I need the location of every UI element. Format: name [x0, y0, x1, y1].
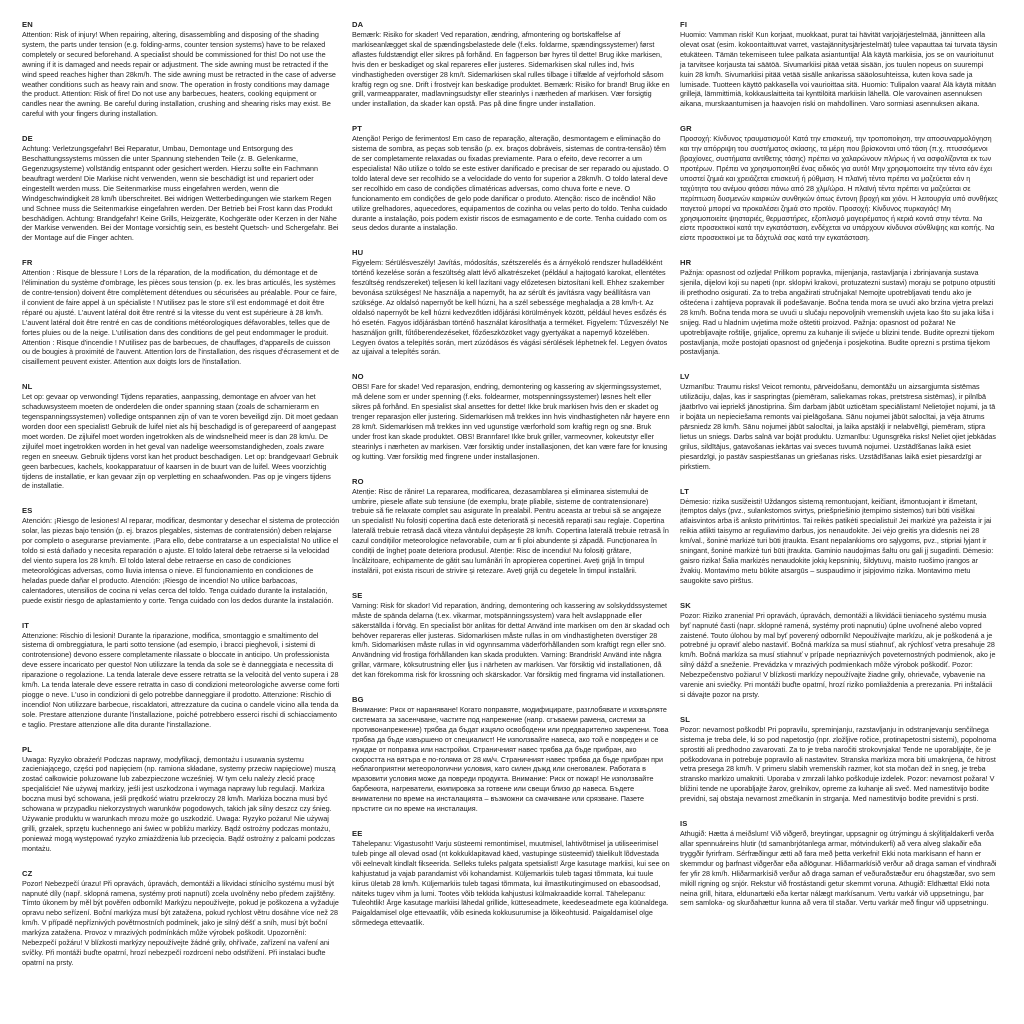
- language-code: NO: [352, 372, 364, 382]
- language-code: DA: [352, 20, 364, 29]
- column-1: [22, 20, 340, 983]
- language-code: RO: [352, 476, 364, 486]
- section-pt: [352, 124, 670, 233]
- section-is: [680, 819, 998, 908]
- language-code: IT: [22, 620, 30, 630]
- language-code: HU: [352, 248, 364, 258]
- section-hr: [680, 258, 998, 357]
- warning-text: Pozor: nevarnost poškodb! Pri popravilu, spreminjanju, razstavljanju in odstranjevanju senčilnega sistema je treba dele, ki so pod napetostjo (npr. zložljive ročice, protinapetostni sistemi), popolnoma sprostiti ali predhodno zavarovati. Za to je treba naročiti strokovnjaka! Tende ne uporabljajte, če je poškodovana in potrebuje popravilo ali nastavitev. Stranska markiza mora biti umaknjena, če hitrost vetra presega 28 km/h. V primeru slabih vremenskih razmer, kot sta močan dež in sneg, je treba stransko markizo umakniti. Uporaba v zmrzali lahko poškoduje izdelek. Pozor: nevarnost požara! V bližini tende ne uporabljajte žarov, grelnikov, opreme za kuhanje ali sveč. Med namestitvijo bodite previdni, saj obstaja nevarnost zmečkanin in strganja. Med namestitvijo bodite previdni s prsti.: [680, 724, 997, 804]
- language-code: NL: [22, 382, 33, 392]
- language-code: GR: [680, 124, 692, 134]
- warning-text: OBS! Fare for skade! Ved reparasjon, endring, demontering og kassering av skjermingssystemet, må delene som er under spenning (f.eks. foldearmer, motspenningssystemer) løsnes helt eller sikres på forhånd. En spesialist skal ansettes for dette! Ikke bruk markisen hvis den er skadet og trenger reparasjon eller justering. Sidemarkisen må trekkes inn hvis vindhastigheten når høyere enn 28 km/t. Sidemarkisen må trekkes inn ved ugunstige værforhold som kraftig regn og snø. Bruk under frost kan skade produktet. OBS! Brannfare! Ikke bruk griller, varmeovner, kokeutstyr eller stearinlys i nærheten av markisen. Vær forsiktig under installasjonen, det kan være fare for knusing og kutting. Vær forsiktig med fingrene under installasjonen.: [352, 382, 670, 461]
- column-3: [680, 20, 998, 923]
- section-bg: [352, 695, 670, 814]
- section-nl: [22, 382, 340, 491]
- language-code: FR: [22, 258, 33, 268]
- language-code: DE: [22, 134, 33, 144]
- warning-text: Figyelem: Sérülésveszély! Javítás, módosítás, szétszerelés és a árnyékoló rendszer hulladékként történő kezelése során a feszültség alatt lévő alkatrészeket (például a hajtogató karokat, ellentétes feszültség rendszereket) teljesen ki kell lazítani vagy előzetesen biztosítani kell. Ehhez szakember bevonása szükséges! Ne használja a napernyőt, ha az sérült és javításra vagy beállításra van szüksége. Az oldalsó napernyőt be kell húzni, ha a szél sebessége meghaladja a 28 km/h-t. Az oldalsó napernyőt be kell húzni kedvezőtlen időjárási körülmények között, például heves esőzés és hó esetén. Fagyos időjárásban történő használat károsíthatja a terméket. Figyelem: Tűzveszély! Ne használjon grillt, fűtőberendezéseket, főzőeszközöket vagy gyertyákat a napernyő közelében. Legyen óvatos a telepítés során, mert zúzódásos és vágási sérülések léphetnek fel. Legyen óvatos az ujjaival a telepítés során.: [352, 258, 669, 357]
- section-es: [22, 506, 340, 605]
- section-no: [352, 372, 670, 461]
- section-lt: [680, 487, 998, 586]
- column-2: [352, 20, 670, 943]
- warning-text: Atención: ¡Riesgo de lesiones! Al reparar, modificar, desmontar y desechar el sistema de protección solar, las piezas bajo tensión (p. ej. brazos plegables, sistemas de contratensión) deben relajarse por completo o asegurarse previamente. ¡Para ello, debe contratarse a un especialista! No utilice el toldo si está dañado y necesita reparación o ajuste. El toldo lateral debe retraerse si la velocidad del viento supera los 28 km/h. El toldo lateral debe retraerse en caso de condiciones meteorológicas adversas, como lluvia intensa o nieve. El funcionamiento en condiciones de heladas puede dañar el producto. Atención: ¡Riesgo de incendio! No utilice barbacoas, calentadores, utensilios de cocina ni velas cerca del toldo. Tenga cuidado durante la instalación, puede existir riesgo de aplastamiento y corte. Tenga cuidado con los dedos durante la instalación.: [22, 516, 340, 605]
- section-ro: [352, 477, 670, 576]
- section-se: [352, 591, 670, 680]
- warning-text: Tähelepanu: Vigastusoht! Varju süsteemi remontimisel, muutmisel, lahtivõtmisel ja utiliseerimisel tuleb pinge all olevad osad (nt kokkuklapitavad käed, vastupinge süsteemid) täielikult lõdvestada või eelnevalt kindlalt fikseerida. Selleks tuleks palgata spetsialist! Ärge kasutage markiisi, kui see on kahjustatud ja vajab parandamist või kohandamist. Küljemarkiis tuleb tagasi tõmmata, kui tuule kiirus ületab 28 km/h. Küljemarkiis tuleb tagasi tõmmata, kui ilmastikutingimused on ebasoodsad, näiteks tugev vihm ja lumi. Tootes võib tekkida kahjustusi külmakraadide korral. Tähelepanu: Tuleohtlik! Ärge kasutage markiisi lähedal grillide, kütteseadmete, keedeseadmete ega küünaldega. Paigaldamisel olge ettevaatlik, võib esineda kokkusurumise ja lõikeohtusid. Paigaldamisel olge sõrmedega ettevaatlik.: [352, 839, 670, 928]
- warning-text: Huomio: Vamman riski! Kun korjaat, muokkaat, purat tai hävität varjojärjestelmää, jännitteen alla olevat osat (esim. kokoontaittuvat varret, vastajännitysjärjestelmät) tulee vapauttaa tai turvata täysin etukäteen. Tämän tekemiseen tulee palkata asiantuntija! Älä käytä markiisia, jos se on vaurioitunut ja tarvitsee korjausta tai säätöä. Sivumarkiisi pitää vetää sisään, jos tuulen nopeus on suurempi kuin 28 km/h. Sivumarkiisi pitää vetää sisälle ankarissa sääolosuhteissa, kuten kova sade ja lumisade. Tuotteen käyttö pakkasella voi vaurioittaa sitä. Huomio: Tulipalon vaara! Älä käytä mitään grillejä, lämmittimiä, kokkauslaitteita tai kynttilöitä markiisin lähellä. Ole varovainen asennuksen aikana, murskaantumisen ja haavojen riski on mahdollinen. Varo sormiasi asennuksen aikana.: [680, 30, 998, 109]
- warning-text: Pozor: Riziko zranenia! Pri opravách, úpravách, demontáži a likvidácii tieniaceho systému musia byť napnuté časti (napr. sklopné ramená, systémy proti napnutiu) úplne uvoľnené alebo vopred zaistené. Touto úlohou by mal byť poverený odborník! Nepoužívajte markízu, ak je poškodená a je potrebné ju opraviť alebo nastaviť. Bočná markíza sa musí stiahnuť, ak rýchlosť vetra presahuje 28 km/h. Bočná markíza sa musí stiahnuť v prípade nepriaznivých poveternostných podmienok, ako je silný dážď a sneženie. Prevádzka v mrazivých podmienkach môže výrobok poškodiť. Pozor: Nebezpečenstvo požiaru! V blízkosti markízy nepoužívajte žiadne grily, ohrievače, vybavenie na varenie ani sviečky. Pri montáži buďte opatrní, hrozí riziko pomliaždenia a prerezania. Pri inštalácii si dávajte pozor na prsty.: [680, 610, 996, 699]
- language-code: EE: [352, 829, 363, 838]
- warning-text: Attention: Risk of injury! When repairing, altering, disassembling and disposing of the shading system, the parts under tension (e.g. folding-arms, counter tension systems) have to be relaxed completely or secured beforehand. A specialist should be commissioned for this! Do not use the awning if it is damaged and needs repair or adjustment. The side awning must be retracted if the wind speed reaches higher than 28km/h. The side awning must be retracted in the case of adverse weather conditions such as heavy rain and snow. The operation in frosty conditions may damage the product. Attention: Risk of fire! Do not use any barbecues, heaters, cooking equipment or candles near the awning. Be careful during installation, crushing and shearing risks may exist. Be careful with your fingers during installation.: [22, 30, 336, 119]
- language-code: SL: [680, 714, 691, 724]
- section-ee: [352, 829, 670, 928]
- language-code: HR: [680, 258, 692, 268]
- language-code: ES: [22, 506, 33, 516]
- warning-text: Pažnja: opasnost od ozljeda! Prilikom popravka, mijenjanja, rastavljanja i zbrinjavanja sustava sjenila, dijelovi koji su napeti (npr. sklopivi krakovi, protuzatezni sustavi) moraju se potpuno otpustiti ili prethodno osigurati. Za to treba angažirati stručnjaka! Nemojte upotrebljavati tendu ako je oštećena i zahtijeva popravak ili podešavanje. Bočna tenda mora se uvući ako brzina vjetra prelazi 28 km/h. Bočna tenda mora se uvući u slučaju nepovoljnih vremenskih uvjeta kao što su jaka kiša i snijeg. Rad u hladnim uvjetima može oštetiti proizvod. Pažnja: opasnost od požara! Ne upotrebljavajte roštilje, grijalice, opremu za kuhanje ili svijeće u blizini tende. Budite oprezni tijekom postavljanja, može postojati opasnost od gnječenja i posjekotina. Budite oprezni s prstima tijekom postavljanja.: [680, 268, 996, 357]
- warning-text: Let op: gevaar op verwonding! Tijdens reparaties, aanpassing, demontage en afvoer van het schaduwsysteem moeten de onderdelen die onder spanning staan (zoals de scharnierarm en tegenspanningssystemen) volledige ontspannen zijn of van te voren beveiligd zijn. Dit moet gedaan worden door een specialist! Gebruik de luifel niet als hij beschadigd is of gerepareerd of aangepast moet worden. De zijluifel moet worden ingetrokken als de windsnelheid meer is dan 28 km/u. De zijluifel moet ingetrokken worden in het geval van nadelige weersomstandigheden, zoals zware regen en sneeuw. Gebruik tijdens vorst kan het product beschadigen. Let op: brandgevaar! Gebruik geen barbecues, kachels, kookapparatuur of kaarsen in de buurt van de luifel. Wees voorzichtig tijdens de installatie, er kan gevaar zijn op verpletting en schaafwonden. Pas op je vingers tijdens de installatie.: [22, 392, 339, 491]
- section-hu: [352, 248, 670, 357]
- section-it: [22, 621, 340, 730]
- section-sk: [680, 601, 998, 700]
- warning-text: Atenție: Risc de rănire! La repararea, modificarea, dezasamblarea și eliminarea sistemului de umbrire, piesele aflate sub tensiune (de exemplu, brațe pliabile, sisteme de contratensionare) trebuie să fie relaxate complet sau asigurate în prealabil. Pentru aceasta ar trebui să se angajeze un specialist! Nu folosiți copertina dacă este deteriorată și necesită reparații sau reglaje. Copertina laterală trebuie retrasă dacă viteza vântului depășește 28 km/h. Copertina laterală trebuie retrasă în cazul condițiilor meteorologice nefavorabile, cum ar fi ploi abundente și zăpadă. Funcționarea în condiții de îngheț poate deteriora produsul. Atenție: Risc de incendiu! Nu folosiți grătare, încălzitoare, echipamente de gătit sau lumânări în apropierea copertinei. Aveți grijă în timpul instalării, pot exista riscuri de strivire și retezare. Aveți grijă cu degetele în timpul instalării.: [352, 486, 669, 575]
- language-code: LT: [680, 486, 690, 496]
- warning-text: Pozor! Nebezpečí úrazu! Při opravách, úpravách, demontáži a likvidaci stínicího systému musí být napnuté díly (např. sklopná ramena, systémy proti napnutí) zcela uvolněny nebo předem zajištěny. Tímto úkonem by měl být pověřen odborník! Markýzu nepoužívejte, pokud je poškozena a vyžaduje opravu nebo seřízení. Boční markýza musí být zatažena, pokud rychlost větru dosáhne více než 28 km/h. V případě nepříznivých povětrnostních podmínek, jako je silný déšť a sníh, musí být boční markýza zatažena. Provoz v mrazivých podmínkách může výrobek poškodit. Upozornění: Nebezpečí požáru! V blízkosti markýzy nepoužívejte žádné grily, ohřívače, zařízení na vaření ani svíčky. Při montáži buďte opatrní, hrozí nebezpečí rozdrcení nebo odstřižení. Při instalaci buďte opatrní na prsty.: [22, 878, 339, 967]
- warning-text: Uzmanību: Traumu risks! Veicot remontu, pārveidošanu, demontāžu un aizsargjumta sistēmas utilizāciju, daļas, kas ir saspringtas (piemēram, saliekamas rokas, pretstresa sistēmas), ir pilnībā jāatbrīvo vai iepriekš jānostiprina. Šim darbam jābūt uzticētam speciālistam! Nelietojiet nojumi, ja tā ir bojāta un nepieciešama remonts vai pielāgošana. Sānu nojumei jābūt salocītai, ja vēja ātrums pārsniedz 28 km/h. Sānu nojumei jābūt salocītai, ja laika apstākļi ir nelabvēlīgi, piemēram, stipra lietus un sniegs. Darbs salnā var bojāt produktu. Uzmanību: Ugunsgrēka risks! Neliet ojiet jebkādas grilus, sildītājus, gatavošanas iekārtas vai sveces tuvumā nojumei. Uzstādīšanas laikā esiet piesardzīgi, jo pastāv saspiestšanas un griešanas risks. Uzstādīšanas laikā esiet piesardzīgi ar pirkstiem.: [680, 382, 997, 471]
- warning-text: Varning: Risk för skador! Vid reparation, ändring, demontering och kassering av solskyddssystemet måste de spända delarna (t.ex. vikarmar, motspänningssystem) vara helt avslappnade eller säkerställda i förväg. En specialist bör anlitas för detta! Använd inte markisen om den är skadad och behöver repareras eller justeras. Sidomarkisen måste rullas in om vindhastigheten överstiger 28 km/h. Sidomarkisen måste rullas in vid ogynnsamma väderförhållanden som kraftigt regn eller snö. Användning vid frostiga förhållanden kan skada produkten. Varning: Brandrisk! Använd inte några grillar, värmare, köksutrustning eller ljus i närheten av markisen. Var försiktig vid installationen, då det kan förekomma risk för krossning och skärskador. Var försiktig med fingrarna vid installationen.: [352, 600, 670, 680]
- section-cz: [22, 869, 340, 968]
- language-code: PT: [352, 124, 363, 134]
- language-code: EN: [22, 20, 33, 29]
- warning-text: Atenção! Perigo de ferimentos! Em caso de reparação, alteração, desmontagem e eliminação do sistema de sombra, as peças sob tensão (p. ex. braços dobráveis, sistemas de contra-tensão) têm de ser completamente relaxadas ou fixadas previamente. Para o efeito, deve recorrer a um especialista! Não utilize o toldo se este estiver danificado e precisar de ser reparado ou ajustado. O toldo lateral deve ser recolhido se a velocidade do vento for superior a 28km/h. O toldo lateral deve ser recolhido em caso de condições climatéricas adversas, como chuva forte e neve. O funcionamento em condições de gelo pode danificar o produto. Atenção: risco de incêndio! Não utilize grelhadores, aquecedores, equipamentos de cozinha ou velas perto do toldo. Tenha cuidado durante a instalação, pois podem existir riscos de esmagamento e de corte. Tenha cuidado com os seus dedos durante a instalação.: [352, 134, 669, 233]
- language-code: CZ: [22, 868, 33, 878]
- language-code: LV: [680, 372, 690, 382]
- language-code: SE: [352, 590, 363, 600]
- section-fr: [22, 258, 340, 367]
- section-lv: [680, 372, 998, 471]
- warning-text: Uwaga: Ryzyko obrażeń! Podczas naprawy, modyfikacji, demontażu i usuwania systemu zacieniającego, części pod napięciem (np. ramiona składane, systemy przeciw napięciowe) muszą zostać całkowicie poluzowane lub zabezpieczone wcześniej. W tym celu należy zlecić pracę specjaliście! Nie używaj markizy, jeśli jest uszkodzona i wymaga naprawy lub regulacji. Markiza boczna musi być schowana, jeśli prędkość wiatru przekroczy 28 km/h. Markiza boczna musi być schowana w przypadku niekorzystnych warunków pogodowych, takich jak silny deszcz czy śnieg. Używanie produktu w warunkach mrozu może go uszkodzić. Uwaga: Ryzyko pożaru! Nie używaj grilli, grzałek, sprzętu kuchennego ani świec w pobliżu markizy. Bądź ostrożny podczas montażu, ponieważ mogą występować ryzyko zmiażdżenia lub przecięcia. Bądź ostrożny z palcami podczas montażu.: [22, 754, 336, 853]
- section-gr: [680, 124, 998, 243]
- section-da: [352, 20, 670, 109]
- language-code: SK: [680, 600, 691, 610]
- language-code: BG: [352, 695, 364, 705]
- section-en: [22, 20, 340, 119]
- warning-text: Προσοχή: Κίνδυνος τραυματισμού! Κατά την επισκευή, την τροποποίηση, την αποσυναρμολόγηση και την απόρριψη του συστήματος σκίασης, τα μέρη που βρίσκονται υπό τάση (π.χ. πτυσσόμενοι βραχίονες, συστήματα αντίθετης τάσης) πρέπει να χαλαρώνουν πλήρως ή να ασφαλίζονται εκ των προτέρων. Πρέπει να χρησιμοποιηθεί ένας ειδικός για αυτό! Μην χρησιμοποιείτε την τέντα εάν έχει υποστεί ζημιά και χρειάζεται επισκευή ή ρύθμιση. Η πλαϊνή τέντα πρέπει να μαζεύεται εάν η ταχύτητα του ανέμου φτάσει πάνω από 28 χλμ/ώρα. Η πλαϊνή τέντα πρέπει να μαζεύεται σε περίπτωση δυσμενών καιρικών συνθηκών όπως έντονη βροχή και χιόνι. Η λειτουργία υπό συνθήκες παγετού μπορεί να προκαλέσει ζημιά στο προϊόν. Προσοχή: Κίνδυνος πυρκαγιάς! Μη χρησιμοποιείτε ψησταριές, θερμαστήρες, εξοπλισμό μαγειρέματος ή κεριά κοντά στην τέντα. Να είστε προσεκτικοί κατά την εγκατάσταση, ενδέχεται να υπάρχουν κίνδυνοι σύνθλιψης και κοπής. Να είστε προσεκτικοί με τα δάχτυλά σας κατά την εγκατάσταση.: [680, 134, 998, 243]
- section-sl: [680, 715, 998, 804]
- section-de: [22, 134, 340, 243]
- language-code: IS: [680, 819, 688, 829]
- warning-text: Внимание: Риск от нараняване! Когато поправяте, модифицирате, разглобявате и изхвърляте системата за засенчване, частите под напрежение (напр. сгъваеми рамена, системи за противонапрежение) трябва да бъдат изцяло освободени или предварително закрепени. Това трябва да бъде извършено от специалист! Не използвайте навеса, ако той е повреден и се нуждае от поправка или настройки. Страничният навес трябва да бъде прибран, ако скоростта на вятъра е по-голяма от 28 км/ч. Страничният навес трябва да бъде прибран при неблагоприятни метеорологични условия, като силен дъжд или снеговалеж. Работата в мразовити условия може да повреди продукта. Внимание: Риск от пожар! Не използвайте барбекюта, нагреватели, екипировка за готвене или свещи близо до навеса. Бъдете внимателни по време на инсталацията – възможни са смачкване или срязване. Пазете пръстите си по време на инсталация.: [352, 705, 669, 814]
- warning-text: Attenzione: Rischio di lesioni! Durante la riparazione, modifica, smontaggio e smaltimento del sistema di ombreggiatura, le parti sotto tensione (ad esempio, i bracci pieghevoli, i sistemi di controtensione) devono essere completamente rilassate o bloccate in anticipo. Un professionista deve essere incaricato per questo! Non utilizzare la tenda da sole se è danneggiata e necessita di riparazione o regolazione. La tenda laterale deve essere retratta se la velocità del vento supera i 28 km/h. La tenda laterale deve essere retratta in caso di condizioni meteorologiche avverse come forti piogge o neve. L'uso in condizioni di gelo potrebbe danneggiare il prodotto. Attenzione: Rischio di incendio! Non utilizzare barbecue, riscaldatori, attrezzature da cucina o candele vicino alla tenda da sole. Prestare attenzione durante l'installazione, poiché potrebbero esserci rischi di schiacciamento e taglio. Prestare attenzione alle dita durante l'installazione.: [22, 630, 340, 729]
- language-code: FI: [680, 20, 688, 29]
- language-code: PL: [22, 744, 33, 754]
- warning-text: Dėmesio: rizika susižeisti! Uždangos sistemą remontuojant, keičiant, išmontuojant ir išmetant, įtemptos dalys (pvz., sulankstomos svirtys, priešpriešinio įtempimo sistemos) turi būti visiškai atlaisvintos arba iš anksto pritvirtintos. Tai reikės patikėti specialistui! Jei markizė yra pažeista ir jai reikia atlikti taisymo ar reguliavimo darbus, jos nenaudokite. Jei vėjo greitis yra didesnis nei 28 km/val., šoninė markizė turi būti įtraukta. Esant nepalankioms oro sąlygoms, pvz., stipriai lyjant ir sningant, šoninė markizė turi būti įtraukta. Gaminio naudojimas šaltu oru gali jį sugadinti. Dėmesio: gaisro rizika! Šalia markizės nenaudokite jokių kepsninių, šildytuvų, maisto ruošimo įrangos ar žvakių. Montavimo metu būkite atsargūs – suspaudimo ir įsipjovimo rizika. Montavimo metu saugokite savo pirštus.: [680, 496, 994, 585]
- section-fi: [680, 20, 998, 109]
- warning-text: Attention : Risque de blessure ! Lors de la réparation, de la modification, du démontage et de l'élimination du système d'ombrage, les pièces sous tension (p. ex. les bras articulés, les systèmes de contre-tension) doivent être complètement détendues ou sécurisées au préalable. Pour ce faire, il convient de faire appel à un spécialiste ! N'utilisez pas le store s'il est endommagé et doit être réparé ou ajusté. L'auvent latéral doit être rentré si la vitesse du vent est supérieure à 28 km/h. L'auvent latéral doit être rentré en cas de conditions météorologiques défavorables, telles que de fortes pluies ou de la neige. L'utilisation dans des conditions de gel peut endommager le produit. Attention : Risque d'incendie ! N'utilisez pas de barbecues, de chauffages, d'appareils de cuisson ou de bougies à proximité de l'auvent. Attention lors de l'installation, des risques d'écrasement et de cisaillement peuvent exister. Attention aux doigts lors de l'installation.: [22, 268, 339, 367]
- warning-text: Bemærk: Risiko for skader! Ved reparation, ændring, afmontering og bortskaffelse af markiseanlægget skal de spændingsbelastede dele (f.eks. foldarme, spændingssystemer) først aflastes fuldstændigt eller sikres på forhånd. En fagperson bør hyres til dette! Brug ikke markisen, hvis den er beskadiget og skal repareres eller justeres. Sidemarkisen skal rulles ind, hvis vindhastigheden overstiger 28 km/t. Sidemarkisen skal rulles tilbage i tilfælde af vejrforhold såsom kraftig regn og sne. Drift i frostvejr kan beskadige produktet. Bemærk: Risiko for brand! Brug ikke en grill, varmeapparater, madlavningsudstyr eller stearinlys i nærheden af markisen. Vær forsigtig under installation, da skader kan opstå. Pas på dine fingre under installation.: [352, 30, 670, 109]
- warning-text: Athugið: Hætta á meiðslum! Við viðgerð, breytingar, uppsagnir og útrýmingu á skýlitjaldakerfi verða allar spennuáreins hlutir (td samanbrjótanlega armar, mótvindukerfi) að vera alveg slakaðir eða tryggðir fyrirfram. Sérfræðingur ætti að fara með þetta verkefni! Ekki nota markísann ef hann er skemmdur og þarfnast viðgerðar eða aðlögunar. Hliðarmarkísið verður að draga saman ef vindhraði fer yfir 28 km/h. Hliðarmarkísið verður að draga saman ef veðuraðstæður eru óhagstæðar, svo sem mikill rigning og snjór. Rekstur við frostástandi getur skemmt voruna. Athugið: Eldhætta! Ekki nota neina grill, hitara, eldunartæki eða kertar nálægt markísanum. Vertu varkár við uppsetningu, þar sem samloka- og skurðahættur kunna að vera til staðar. Vertu varkár með fingur við uppsetningu.: [680, 829, 997, 908]
- section-pl: [22, 745, 340, 854]
- warning-text: Achtung: Verletzungsgefahr! Bei Reparatur, Umbau, Demontage und Entsorgung des Beschattungssystems müssen die unter Spannung stehenden Teile (z. B. Gelenkarme, Gegenzugsysteme) vollständig entspannt oder gesichert werden. Hierzu sollte ein Fachmann beauftragt werden! Die Markise nicht verwenden, wenn sie beschädigt ist und repariert oder eingestellt werden muss. Die Seitenmarkise muss eingefahren werden, wenn die Windgeschwindigkeit 28 km/h überschreitet. Bei widrigen Wetterbedingungen wie starkem Regen und Schnee muss die Seitenmarkise eingefahren werden. Der Betrieb bei Frost kann das Produkt beschädigen. Achtung: Brandgefahr! Keine Grills, Heizgeräte, Kochgeräte oder Kerzen in der Nähe der Markise verwenden. Bei der Montage vorsichtig sein, es besteht Quetsch- und Schergefahr. Bei der Montage auf die Finger achten.: [22, 144, 339, 243]
